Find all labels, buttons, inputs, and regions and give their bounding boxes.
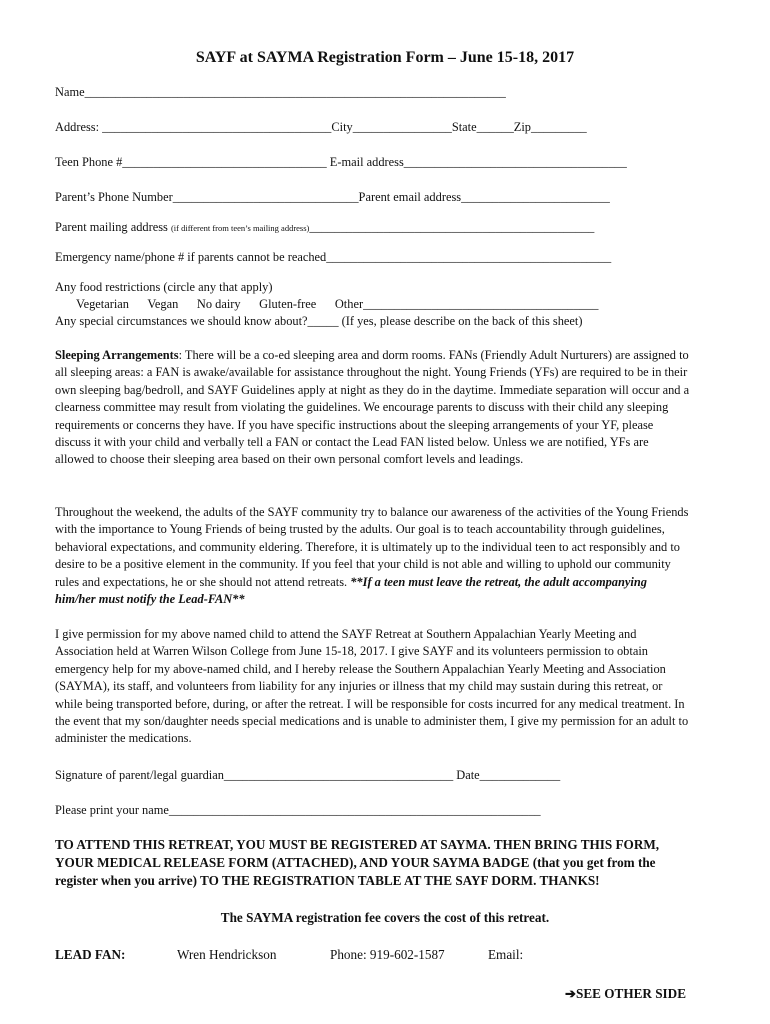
teen-phone-email-field[interactable]: Teen Phone #_________________________________ E-mail address____________________________________	[55, 155, 627, 169]
sleeping-heading: Sleeping Arrangements	[55, 348, 179, 362]
signature-field[interactable]: Signature of parent/legal guardian_____________________________________ Date_____________	[55, 768, 561, 782]
parent-mailing-note: (if different from teen’s mailing address)	[170, 223, 310, 233]
sleeping-arrangements-paragraph	[55, 347, 690, 469]
see-other-side: ➔SEE OTHER SIDE	[565, 986, 686, 1001]
parent-mailing-field[interactable]	[55, 219, 594, 236]
lead-fan-label: LEAD FAN:	[55, 947, 126, 962]
special-circumstances-field[interactable]: Any special circumstances we should know about?_____ (If yes, please describe on the back of this sheet)	[55, 314, 583, 328]
permission-paragraph: I give permission for my above named child to attend the SAYF Retreat at Southern Appalachian Yearly Meeting and Association held at Warren Wilson College from June 15-18, 2017. I give SAYF and its volunteers permission to obtain emergency help for my above-named child, and I hereby release the Southern Appalachian Yearly Meeting and Association (SAYMA), its staff, and volunteers from liability for any injuries or illness that my child may sustain during this retreat, or while being transported before, during, or after the retreat. I will be responsible for costs incurred for any medical treatment. In the event that my son/daughter needs special medications and is unable to administer them, I give my permission for an adult to administer the medications.	[55, 627, 689, 746]
fee-note: The SAYMA registration fee covers the cost of this retreat.	[220, 910, 550, 925]
food-options[interactable]: Vegetarian Vegan No dairy Gluten-free Other______________________________________	[76, 297, 599, 311]
parent-mailing-label: Parent mailing address	[55, 220, 171, 234]
food-restrictions-label: Any food restrictions (circle any that apply)	[55, 280, 273, 294]
weekend-text: Throughout the weekend, the adults of the SAYF community try to balance our awareness of the activities of the Young Friends with the importance to Young Friends of being trusted by the adults. Our goal is to teach accountability through guidelines, behavioral expectations, and community eldering. Therefore, it is ultimately up to the individual teen to act responsibly and to desire to be a positive element in the community. If you feel that your child is not able and willing to uphold our community rules and expectations, he or she should not attend retreats.	[55, 505, 689, 589]
parent-phone-email-field[interactable]: Parent’s Phone Number______________________________Parent email address________________________	[55, 190, 610, 204]
weekend-emphasis: **If a teen must leave the retreat, the adult accompanying him/her must notify the Lead-FAN**	[55, 574, 647, 607]
weekend-paragraph	[55, 504, 690, 608]
lead-fan-phone: Phone: 919-602-1587	[330, 947, 445, 962]
lead-fan-email: Email:	[488, 947, 524, 962]
parent-mailing-line: ______________________________________________	[309, 220, 595, 234]
lead-fan-name: Wren Hendrickson	[177, 947, 277, 962]
registration-notice: TO ATTEND THIS RETREAT, YOU MUST BE REGISTERED AT SAYMA. THEN BRING THIS FORM, YOUR MEDICAL RELEASE FORM (ATTACHED), AND YOUR SAYMA BADGE (that you get from the register when you arrive) TO THE REGISTRATION TABLE AT THE SAYF DORM. THANKS!	[55, 837, 660, 888]
name-field[interactable]: Name____________________________________________________________________	[55, 85, 506, 99]
print-name-field[interactable]: Please print your name____________________________________________________________	[55, 803, 541, 817]
form-title: SAYF at SAYMA Registration Form – June 15-18, 2017	[195, 49, 575, 66]
emergency-field[interactable]: Emergency name/phone # if parents cannot be reached______________________________________________	[55, 250, 612, 264]
sleeping-text: : There will be a co-ed sleeping area and dorm rooms. FANs (Friendly Adult Nurturers) are assigned to all sleeping areas: a FAN is awake/available for assistance throughout the night. Young Friends (YFs) are required to be in their own sleeping bag/bedroll, and SAYF Guidelines apply at night as they do in the daytime. Immediate separation will occur and a clearness committee may result from violating the guidelines. We encourage parents to discuss with their child any sleeping requirements or concerns they have. If you have specific instructions about the sleeping arrangements of your YF, please discuss it with your child and verbally tell a FAN or contact the Lead FAN listed below. Unless we are notified, YFs are allowed to choose their sleeping area based on their own personal comfort levels and leadings.	[55, 348, 690, 467]
address-field[interactable]: Address: _____________________________________City________________State______Zip_________	[55, 120, 587, 134]
